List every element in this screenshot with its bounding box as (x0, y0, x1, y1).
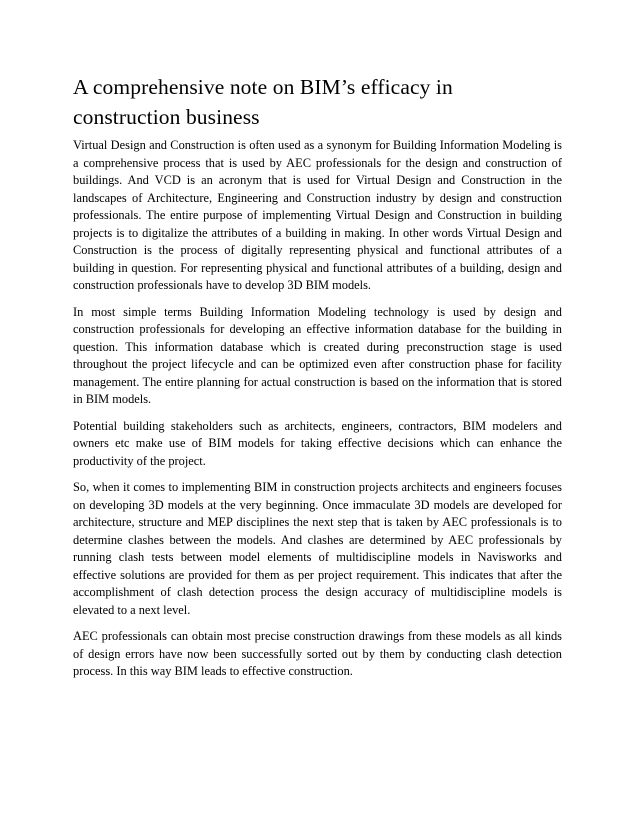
paragraph-3: Potential building stakeholders such as architects, engineers, contractors, BIM modelers and owners etc make use of BIM models for taking effective decisions which can enhance the productivity of the project. (73, 418, 562, 468)
paragraph-1: Virtual Design and Construction is often used as a synonym for Building Information Modeling is a comprehensive process that is used by AEC professionals for the design and construction of buildings. And VCD is an acronym that is used for Virtual Design and Construction in the landscapes of Architecture, Engineering and Construction industry by design and construction professionals. The entire purpose of implementing Virtual Design and Construction in building projects is to digitalize the attributes of a building in making. In other words Virtual Design and Construction is the process of digitally representing physical and functional attributes of a building in question. For representing physical and functional attributes of a building, design and construction professionals have to develop 3D BIM models. (73, 138, 562, 292)
paragraph-2: In most simple terms Building Information Modeling technology is used by design and construction professionals for developing an effective information database for the building in question. This information database which is created during preconstruction stage is used throughout the project lifecycle and can be optimized even after construction phase for facility management. The entire planning for actual construction is based on the information that is stored in BIM models. (73, 304, 562, 406)
paragraph-5: AEC professionals can obtain most precise construction drawings from these models as all kinds of design errors have now been successfully sorted out by them by conducting clash detection process. In this way BIM leads to effective construction. (73, 629, 562, 678)
document-title: A comprehensive note on BIM’s efficacy in construction business (73, 75, 453, 129)
document-body (73, 72, 562, 690)
paragraph-4: So, when it comes to implementing BIM in construction projects architects and engineers focuses on developing 3D models at the very beginning. Once immaculate 3D models are developed for architecture, structure and MEP disciplines the next step that is taken by AEC professionals is to determine clashes between the models. And clashes are determined by AEC professionals by running clash tests between model elements of multidiscipline models in Navisworks and effective solutions are provided for them as per project requirement. This indicates that after the accomplishment of clash detection process the design accuracy of multidiscipline models is elevated to a next level. (73, 480, 562, 617)
